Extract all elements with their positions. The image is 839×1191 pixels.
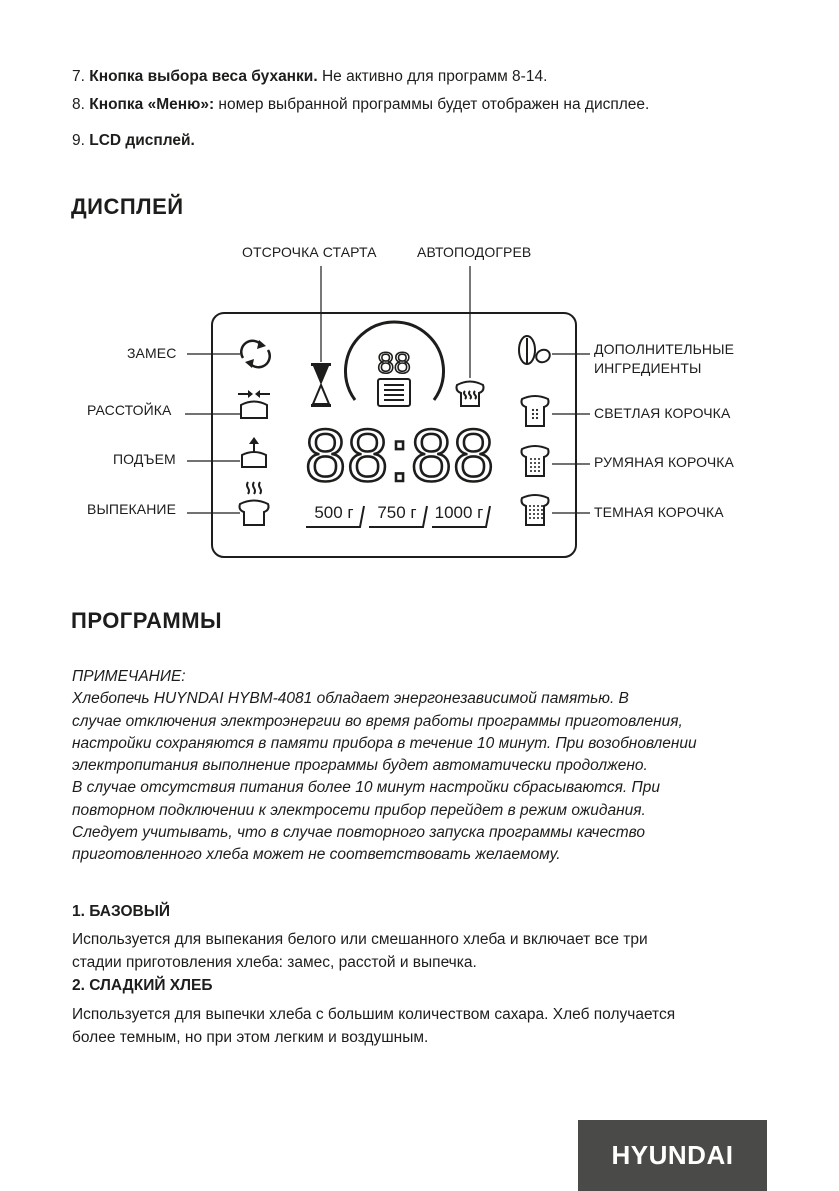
display-heading: ДИСПЛЕЙ	[71, 194, 184, 219]
bake-icon	[240, 482, 269, 525]
label-rise1: РАССТОЙКА	[87, 402, 172, 418]
note-line: электропитания выполнение программы будет автоматически продолжено.	[72, 757, 648, 775]
list-item-7: 7. Кнопка выбора веса буханки. Не активно для программ 8-14.	[72, 68, 548, 85]
list-item-8: 8. Кнопка «Меню»: номер выбранной программы будет отображен на дисплее.	[72, 96, 650, 113]
program-1-title: 1. БАЗОВЫЙ	[72, 903, 171, 920]
crust-light-icon	[522, 396, 549, 426]
label-crust-dark: ТЕМНАЯ КОРОЧКА	[594, 504, 724, 520]
label-extra-ingredients-1: ДОПОЛНИТЕЛЬНЫЕ	[594, 341, 735, 357]
program-list-icon	[378, 379, 410, 406]
time-digits: 88:88	[304, 414, 496, 497]
hourglass-icon	[311, 363, 331, 407]
keep-warm-icon	[457, 382, 484, 407]
lcd-frame	[212, 313, 576, 557]
list-item-7-bold: Кнопка выбора веса буханки.	[89, 68, 318, 85]
list-item-9: 9. LCD дисплей.	[72, 132, 195, 149]
note-title: ПРИМЕЧАНИЕ:	[72, 668, 186, 685]
program-2-text: Используется для выпечки хлеба с большим количеством сахара. Хлеб получается более темным, но при этом легким и воздушным.	[72, 1006, 676, 1046]
crust-medium-icon	[522, 446, 549, 476]
weight-500: 500 г	[314, 503, 354, 522]
program-arc	[345, 322, 443, 400]
extra-ingredients-icon	[519, 336, 552, 365]
crust-dark-icon	[522, 495, 549, 525]
brand-logo: HYUNDAI	[578, 1120, 767, 1191]
list-item-8-bold: Кнопка «Меню»:	[89, 96, 215, 113]
note-line: приготовленного хлеба может не соответствовать желаемому.	[72, 846, 561, 864]
note-line: В случае отсутствия питания более 10 минут настройки сбрасываются. При	[72, 779, 660, 797]
label-delay-start: ОТСРОЧКА СТАРТА	[242, 244, 377, 260]
program-1-text: Используется для выпекания белого или смешанного хлеба и включает все три стадии приготовления хлеба: замес, расстой и выпечка.	[72, 931, 648, 971]
label-extra-ingredients-2: ИНГРЕДИЕНТЫ	[594, 360, 702, 376]
crust-dark-dots	[529, 505, 543, 519]
note-line: Хлебопечь HUYNDAI HYBM-4081 обладает энергонезависимой памятью. В	[72, 690, 629, 708]
note-line: Следует учитывать, что в случае повторного запуска программы качество	[72, 824, 646, 842]
program-digits: 88	[377, 347, 411, 380]
crust-light-dots	[532, 409, 538, 419]
weight-750: 750 г	[377, 503, 417, 522]
note-line: настройки сохраняются в памяти прибора в течение 10 минут. При возобновлении	[72, 734, 697, 752]
label-bake: ВЫПЕКАНИЕ	[87, 501, 177, 517]
label-rise2: ПОДЪЕМ	[113, 451, 176, 467]
label-keep-warm: АВТОПОДОГРЕВ	[417, 244, 532, 260]
weight-1000: 1000 г	[434, 503, 484, 522]
label-crust-light: СВЕТЛАЯ КОРОЧКА	[594, 405, 731, 421]
crust-medium-dots	[530, 458, 540, 472]
note-line: повторном подключении к электросети прибор перейдет в режим ожидания.	[72, 801, 646, 819]
note-block	[72, 666, 772, 867]
label-knead: ЗАМЕС	[127, 345, 177, 361]
list-item-9-bold: LCD дисплей.	[89, 132, 195, 149]
knead-icon	[241, 340, 269, 368]
rise2-icon	[242, 437, 266, 467]
weight-brackets	[306, 506, 490, 527]
label-crust-medium: РУМЯНАЯ КОРОЧКА	[594, 454, 734, 470]
program-2-title: 2. СЛАДКИЙ ХЛЕБ	[72, 977, 213, 994]
note-line: случае отключения электроэнергии во время работы программы приготовления,	[72, 712, 683, 730]
rise1-icon	[238, 390, 270, 418]
programs-heading: ПРОГРАММЫ	[71, 608, 223, 633]
